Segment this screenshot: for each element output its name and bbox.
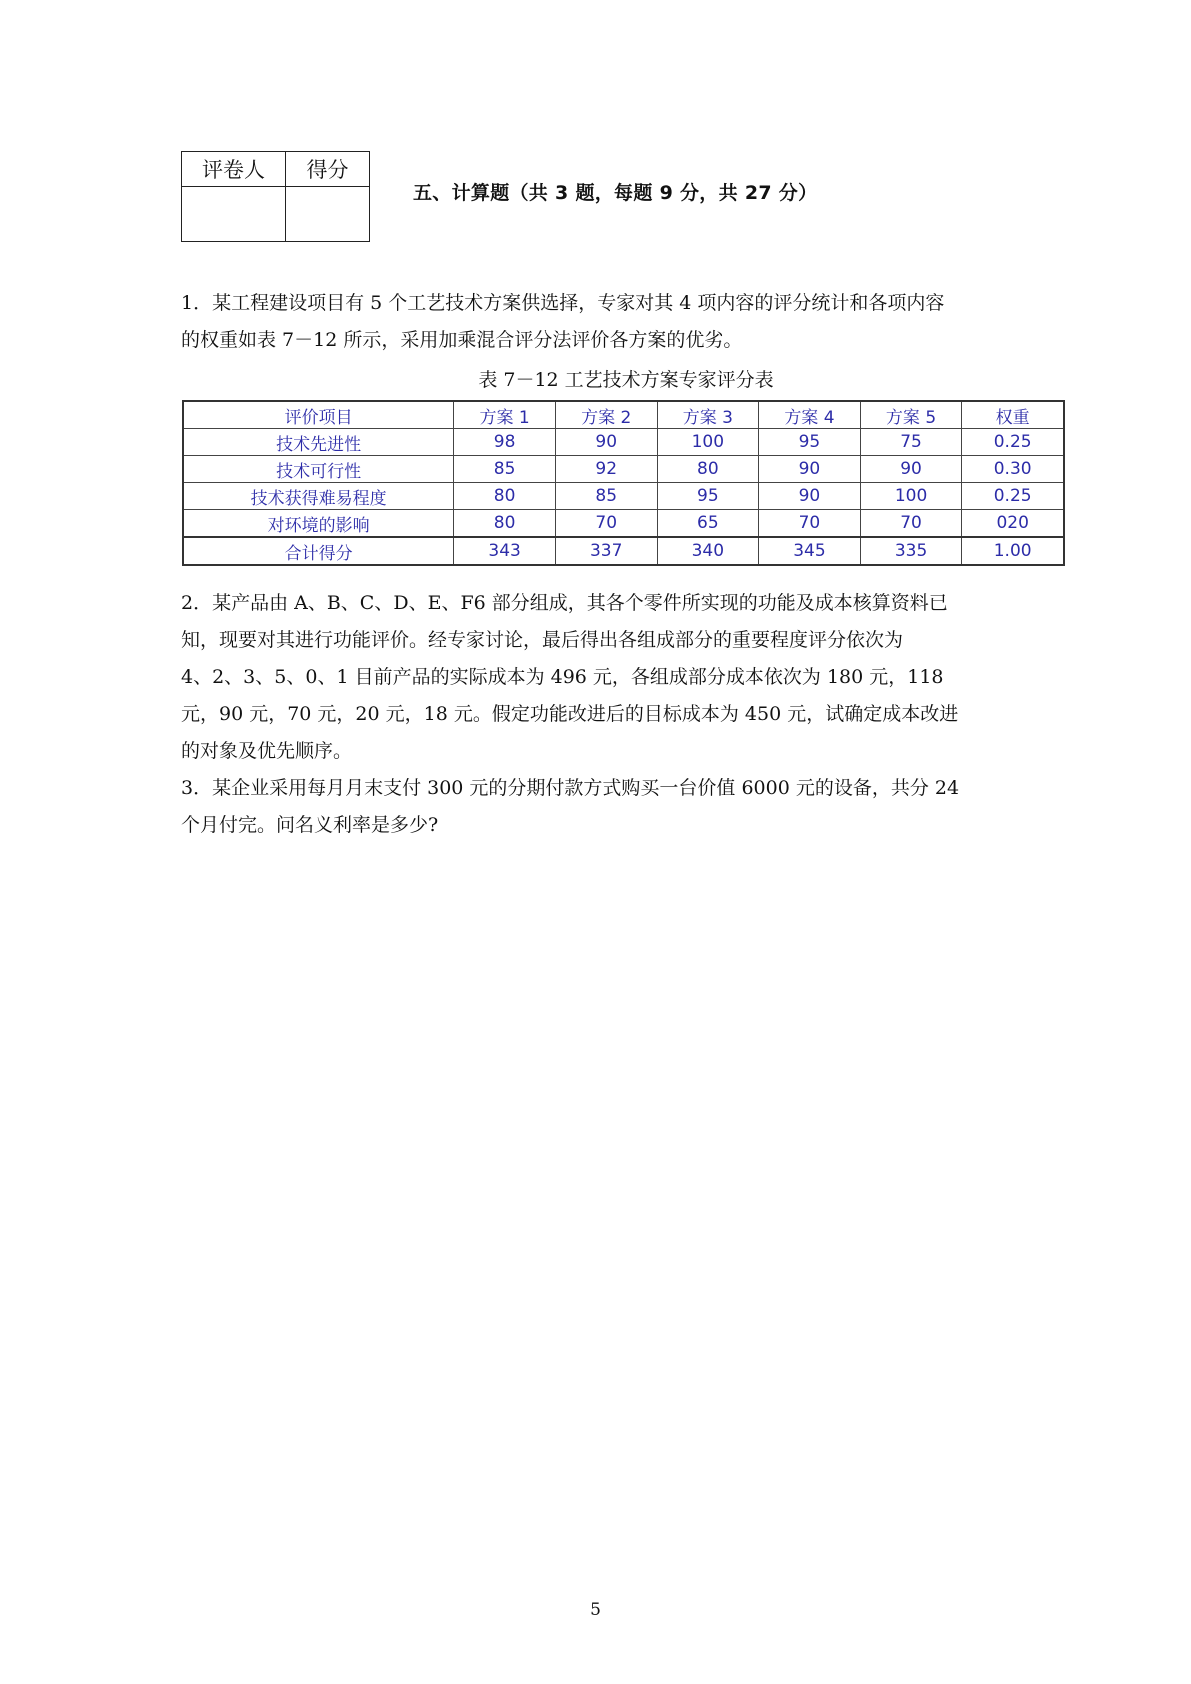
question-1: [181, 285, 1011, 359]
table-cell: 340: [657, 537, 759, 565]
table-cell: 335: [860, 537, 962, 565]
table-cell: 90: [759, 456, 861, 483]
score-label: 得分: [286, 152, 370, 187]
question-1-line: 的权重如表 7－12 所示，采用加乘混合评分法评价各方案的优劣。: [181, 329, 743, 351]
table-cell: 80: [454, 510, 556, 538]
reviewer-label: 评卷人: [182, 152, 286, 187]
table-cell: 技术获得难易程度: [183, 483, 454, 510]
table-row: [183, 429, 1064, 456]
table-cell: 70: [759, 510, 861, 538]
reviewer-field: [182, 187, 286, 242]
score-field: [286, 187, 370, 242]
table-cell: 95: [657, 483, 759, 510]
table-cell: 65: [657, 510, 759, 538]
question-3-line: 3．某企业采用每月月末支付 300 元的分期付款方式购买一台价值 6000 元的设备，共分 24: [181, 777, 960, 799]
section-title: 五、计算题（共 3 题，每题 9 分，共 27 分）: [413, 182, 818, 204]
question-3-line: 个月付完。问名义利率是多少?: [181, 814, 439, 836]
table-cell: 90: [759, 483, 861, 510]
table-header-cell: 方案 3: [657, 401, 759, 429]
question-1-line: 1．某工程建设项目有 5 个工艺技术方案供选择，专家对其 4 项内容的评分统计和各项内容: [181, 292, 945, 314]
question-2: [181, 585, 1011, 770]
table-cell: 337: [555, 537, 657, 565]
table-cell: 合计得分: [183, 537, 454, 565]
table-cell: 技术先进性: [183, 429, 454, 456]
question-2-line: 4、2、3、5、0、1 目前产品的实际成本为 496 元，各组成部分成本依次为 180 元，118: [181, 666, 944, 688]
table-cell: 80: [657, 456, 759, 483]
table-header-cell: 方案 1: [454, 401, 556, 429]
expert-score-table: [182, 400, 1065, 566]
table-cell: 90: [860, 456, 962, 483]
table-cell: 1.00: [962, 537, 1064, 565]
table-header-cell: 权重: [962, 401, 1064, 429]
table-cell: 0.25: [962, 429, 1064, 456]
table-cell: 85: [454, 456, 556, 483]
question-2-line: 知，现要对其进行功能评价。经专家讨论，最后得出各组成部分的重要程度评分依次为: [181, 629, 904, 651]
table-cell: 0.30: [962, 456, 1064, 483]
table-header-row: [183, 401, 1064, 429]
table-cell: 95: [759, 429, 861, 456]
table-header-cell: 方案 2: [555, 401, 657, 429]
table-header-cell: 方案 4: [759, 401, 861, 429]
table-row: [183, 510, 1064, 538]
question-3: [181, 770, 1011, 844]
table-cell: 技术可行性: [183, 456, 454, 483]
table-cell: 70: [860, 510, 962, 538]
table-cell: 90: [555, 429, 657, 456]
page-number: 5: [590, 1600, 601, 1620]
table-cell: 98: [454, 429, 556, 456]
table-cell: 100: [860, 483, 962, 510]
table-cell: 020: [962, 510, 1064, 538]
table-cell: 70: [555, 510, 657, 538]
grader-score-box: [181, 151, 370, 242]
table-header-cell: 方案 5: [860, 401, 962, 429]
table-cell: 343: [454, 537, 556, 565]
table-cell: 92: [555, 456, 657, 483]
table-cell: 100: [657, 429, 759, 456]
table-row: [183, 483, 1064, 510]
table-cell: 85: [555, 483, 657, 510]
question-2-line: 2．某产品由 A、B、C、D、E、F6 部分组成，其各个零件所实现的功能及成本核算资料已: [181, 592, 948, 614]
question-2-line: 元，90 元，70 元，20 元，18 元。假定功能改进后的目标成本为 450 元，试确定成本改进: [181, 703, 959, 725]
table-cell: 对环境的影响: [183, 510, 454, 538]
table-cell: 75: [860, 429, 962, 456]
table-row: [183, 456, 1064, 483]
table-header-cell: 评价项目: [183, 401, 454, 429]
table-cell: 80: [454, 483, 556, 510]
table-total-row: [183, 537, 1064, 565]
table-cell: 345: [759, 537, 861, 565]
table-caption: 表 7－12 工艺技术方案专家评分表: [478, 369, 774, 391]
table-cell: 0.25: [962, 483, 1064, 510]
question-2-line: 的对象及优先顺序。: [181, 740, 353, 762]
